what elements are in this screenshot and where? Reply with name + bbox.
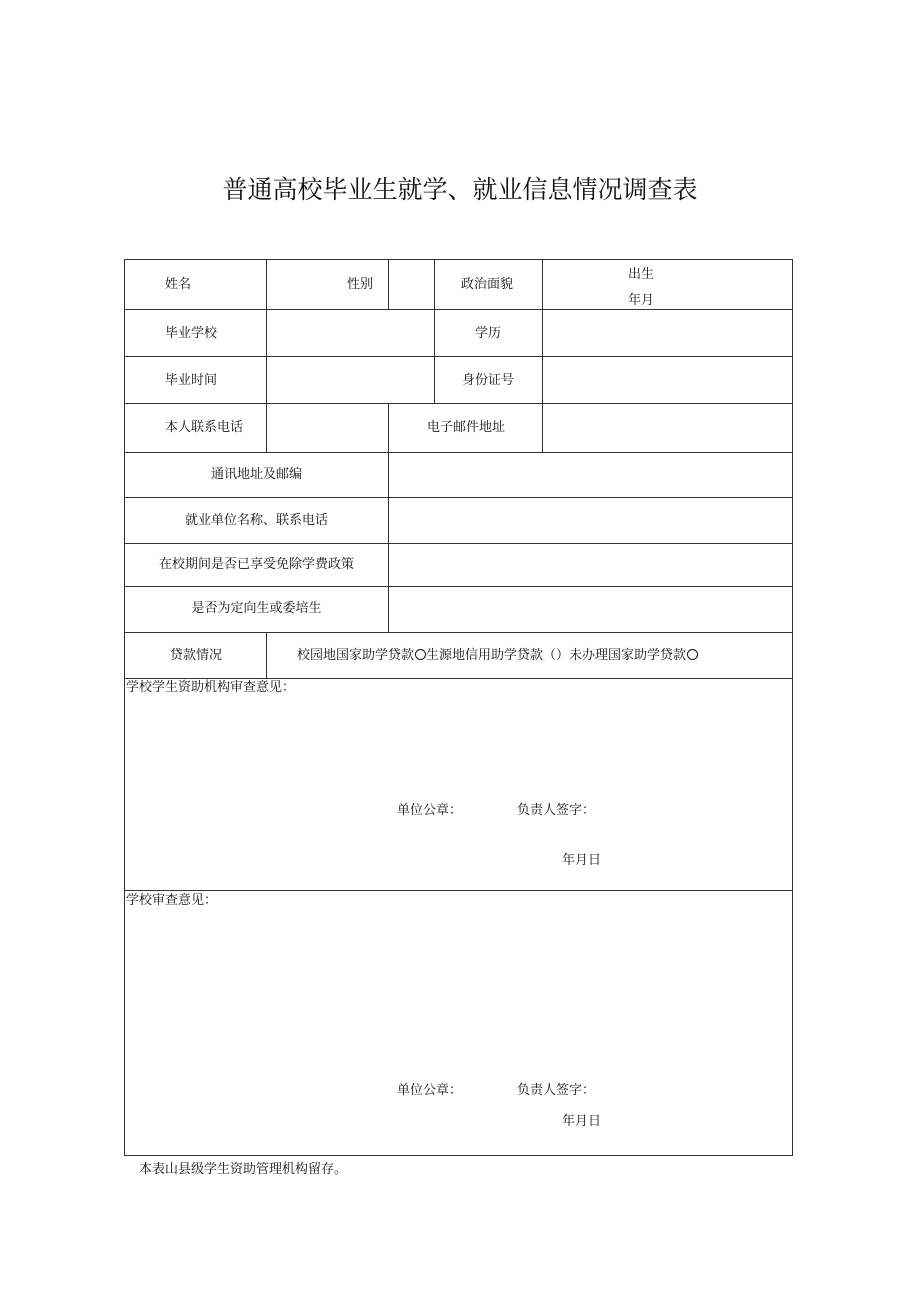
review2-label: 学校审查意见： [126, 893, 218, 908]
label-birth-2: 年月 [628, 293, 655, 308]
birth-date-field[interactable] [543, 260, 792, 309]
review1-seal: 单位公章： [397, 803, 463, 818]
loan-none-circle-icon[interactable] [687, 649, 698, 660]
label-employer: 就业单位名称、联系电话 [184, 513, 328, 528]
label-address: 通讯地址及邮编 [210, 467, 302, 482]
review1-signer: 负责人签字： [517, 803, 596, 818]
loan-option-campus: 校园地国家助学贷款 [297, 648, 415, 663]
label-name: 姓名 [165, 277, 192, 292]
phone-field[interactable] [267, 404, 388, 452]
label-political: 政治面貌 [461, 277, 514, 292]
page-title: 普通高校毕业生就学、就业信息情况调查表 [222, 175, 698, 204]
school-field[interactable] [267, 310, 434, 356]
label-id-number: 身份证号 [462, 373, 515, 388]
review2-date: 年月日 [562, 1114, 602, 1129]
loan-options [297, 648, 698, 664]
loan-option-origin: 生源地信用助学贷款 [426, 648, 544, 663]
col-divider [434, 260, 435, 309]
label-directed: 是否为定向生或委培生 [191, 601, 322, 616]
education-field[interactable] [543, 310, 792, 356]
loan-option-none: 未办理国家助学贷款 [569, 648, 687, 663]
row-divider [125, 890, 792, 891]
address-field[interactable] [389, 453, 792, 497]
label-education: 学历 [475, 326, 502, 341]
review2-seal: 单位公章： [397, 1083, 463, 1098]
review1-opinion-area[interactable] [125, 697, 792, 890]
label-grad-time: 毕业时间 [165, 373, 218, 388]
col-divider [388, 403, 389, 452]
col-divider [266, 632, 267, 678]
review1-label: 学校学生资助机构审查意见： [126, 680, 296, 695]
label-loan: 贷款情况 [170, 648, 223, 663]
row-divider [125, 632, 792, 633]
loan-origin-mark[interactable]: （） [543, 648, 570, 663]
row-divider [125, 678, 792, 679]
label-gender: 性别 [347, 277, 374, 292]
directed-field[interactable] [389, 587, 792, 632]
review2-signer: 负责人签字： [517, 1083, 596, 1098]
survey-form [124, 259, 793, 1156]
grad-time-field[interactable] [267, 357, 434, 403]
col-divider [434, 309, 435, 403]
label-school: 毕业学校 [165, 326, 218, 341]
id-number-field[interactable] [543, 357, 792, 403]
review2-opinion-area[interactable] [125, 910, 792, 1155]
footnote: 本表山县级学生资助管理机构留存。 [139, 1162, 348, 1177]
email-field[interactable] [543, 404, 792, 452]
label-tuition-waiver: 在校期间是否已享受免除学费政策 [158, 557, 354, 572]
gender-field[interactable] [389, 260, 434, 309]
label-email: 电子邮件地址 [427, 420, 506, 435]
review1-date: 年月日 [562, 853, 602, 868]
tuition-waiver-field[interactable] [389, 544, 792, 586]
label-phone: 本人联系电话 [165, 420, 244, 435]
employer-field[interactable] [389, 498, 792, 543]
loan-campus-circle-icon[interactable] [415, 649, 426, 660]
label-birth: 出生 [628, 267, 655, 282]
